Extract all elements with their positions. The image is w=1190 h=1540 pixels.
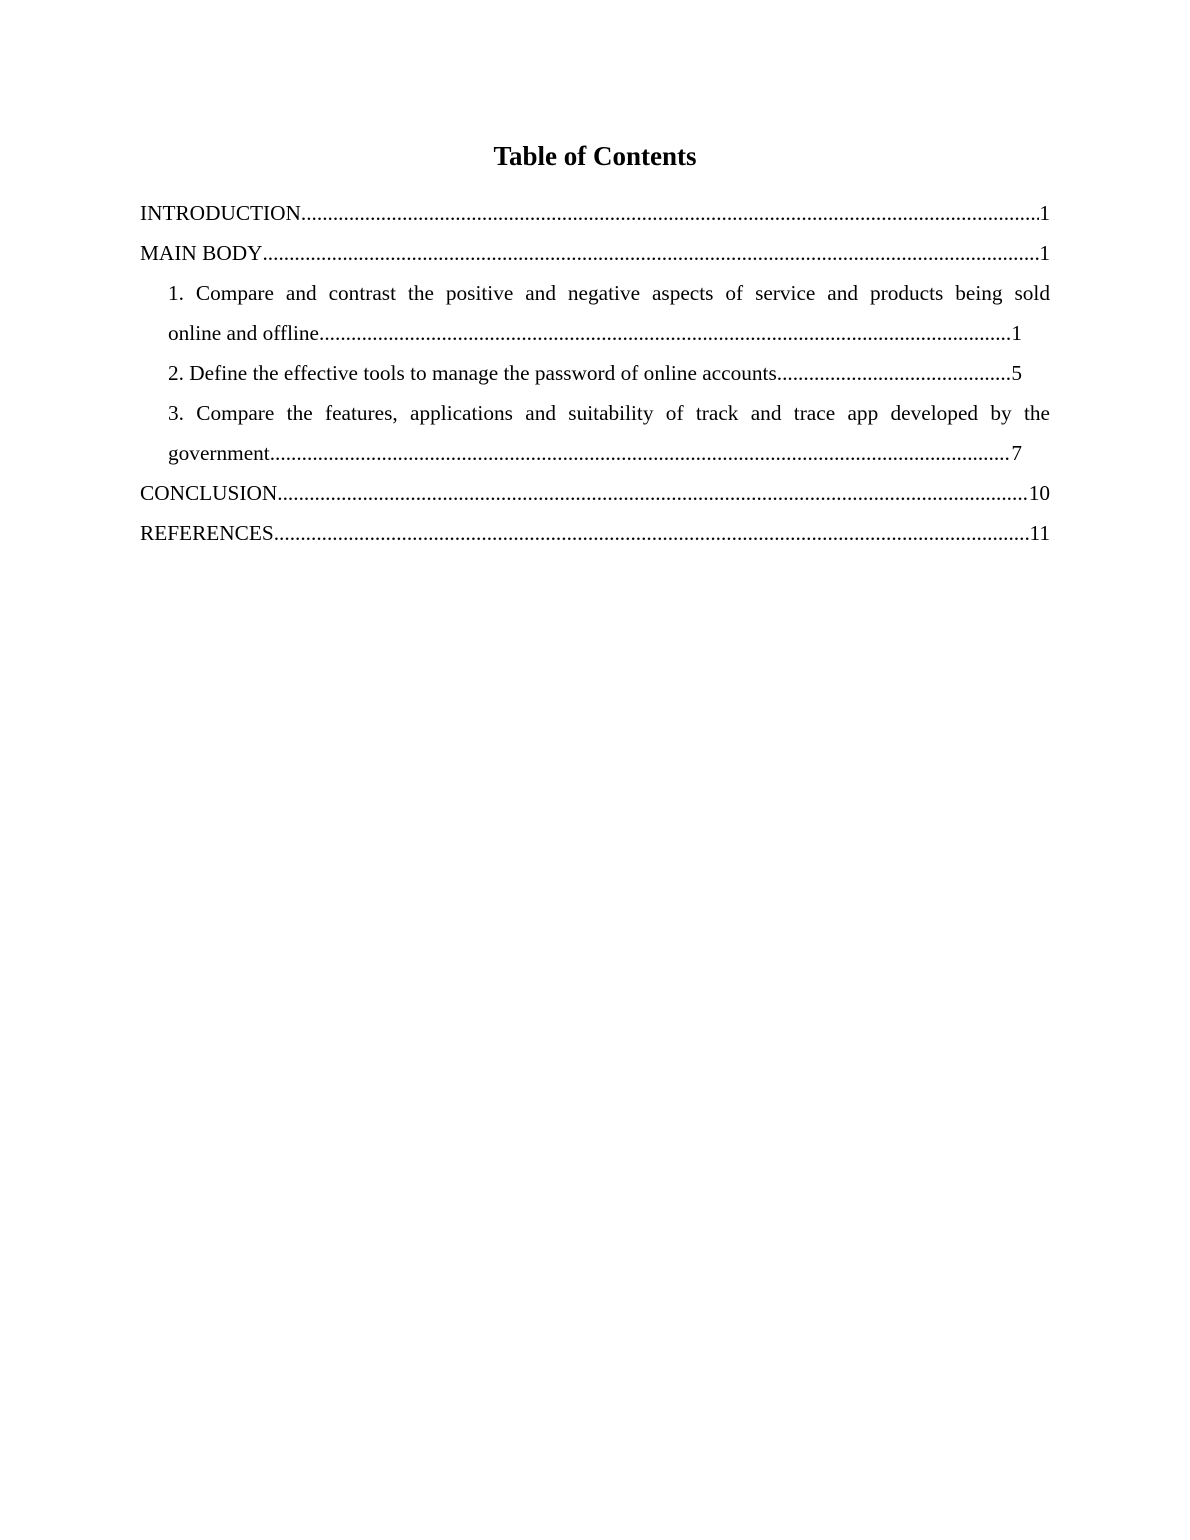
toc-entry-conclusion[interactable] [140, 473, 1050, 513]
toc-entry-label: REFERENCES [140, 521, 274, 545]
toc-entry-section-2[interactable] [140, 353, 1050, 393]
toc-page-number: 7 [1011, 441, 1022, 465]
toc-leader-dots [274, 513, 1030, 553]
toc-entry-references[interactable] [140, 513, 1050, 553]
toc-leader-dots [777, 353, 1012, 393]
toc-entry-introduction[interactable] [140, 193, 1050, 233]
toc-page-number: 1 [1039, 241, 1050, 265]
toc-leader-dots [270, 433, 1012, 473]
toc-entry-label-line-2: government [168, 441, 270, 465]
toc-list [140, 193, 1050, 553]
toc-page-number: 10 [1028, 481, 1050, 505]
toc-entry-label-line-2: online and offline [168, 321, 320, 345]
toc-entry-label: 2. Define the effective tools to manage the password of online accounts [168, 361, 777, 385]
toc-entry-section-3[interactable] [140, 393, 1050, 473]
toc-entry-main-body[interactable] [140, 233, 1050, 273]
toc-leader-dots [301, 193, 1039, 233]
toc-page-number: 1 [1011, 321, 1022, 345]
toc-entry-label: INTRODUCTION [140, 201, 301, 225]
toc-page-number: 11 [1029, 521, 1050, 545]
toc-leader-dots [319, 313, 1011, 353]
toc-leader-dots [262, 233, 1039, 273]
toc-entry-label: CONCLUSION [140, 481, 278, 505]
toc-entry-section-1[interactable] [140, 273, 1050, 353]
toc-entry-label: MAIN BODY [140, 241, 263, 265]
toc-title: Table of Contents [493, 141, 697, 171]
toc-page-number: 1 [1039, 201, 1050, 225]
toc-leader-dots [277, 473, 1028, 513]
toc-page-number: 5 [1011, 361, 1022, 385]
toc-entry-label-line-1: 1. Compare and contrast the positive and negative aspects of service and products being sold [168, 281, 1050, 305]
toc-entry-label-line-1: 3. Compare the features, applications and suitability of track and trace app developed by the [168, 401, 1050, 425]
